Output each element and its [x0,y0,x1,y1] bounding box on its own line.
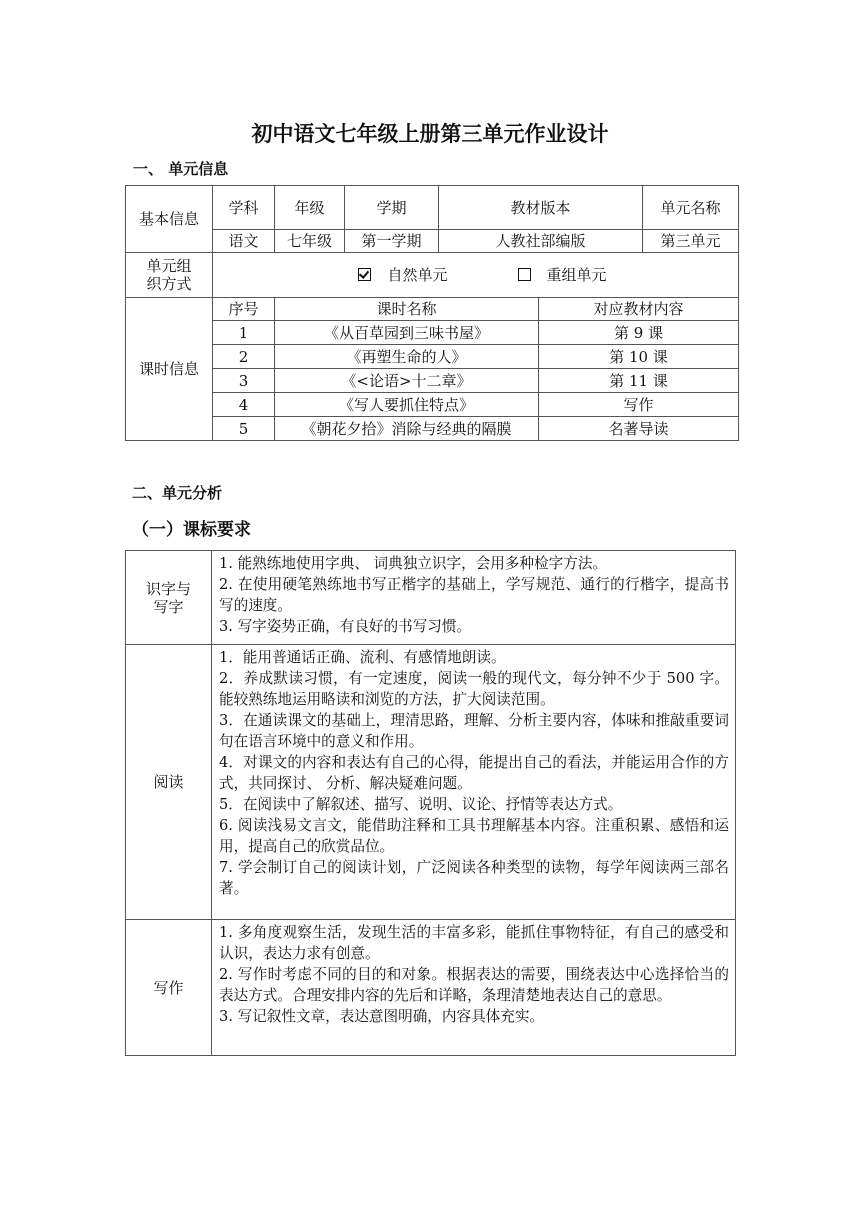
basic-info-label: 基本信息 [126,186,213,253]
lesson-name: 《从百草园到三味书屋》 [275,321,539,345]
lesson-name: 《写人要抓住特点》 [275,393,539,417]
value-unit-name: 第三单元 [643,230,739,253]
table-row [126,369,739,393]
literacy-content [212,551,736,645]
list-item: 2. 在使用硬笔熟练地书写正楷字的基础上，学写规范、通行的行楷字，提高书写的速度。 [219,576,729,614]
list-item: 1. 多角度观察生活，发现生活的丰富多彩，能抓住事物特征，有自己的感受和认识，表达力求有创意。 [219,924,729,962]
list-item: 2．养成默读习惯，有一定速度，阅读一般的现代文，每分钟不少于 500 字。能较熟练地运用略读和浏览的方法，扩大阅读范围。 [219,670,729,708]
unit-organization-options [213,253,739,298]
lesson-header-name: 课时名称 [275,298,539,321]
curriculum-standards-table [125,550,736,1056]
lesson-name: 《再塑生命的人》 [275,345,539,369]
list-item: 5．在阅读中了解叙述、描写、说明、议论、抒情等表达方式。 [219,796,623,813]
org-label-line-2: 织方式 [146,275,192,293]
writing-content [212,920,736,1056]
literacy-label-line-1: 识字与 [145,579,191,598]
header-unit-name: 单元名称 [643,186,739,230]
empty-box-icon[interactable] [518,268,531,281]
list-item: 7. 学会制订自己的阅读计划，广泛阅读各种类型的读物，每学年阅读两三部名著。 [219,859,729,897]
section-heading-unit-analysis: 二、单元分析 [132,484,223,502]
lesson-no: 1 [213,321,275,345]
lesson-name: 《<论语>十二章》 [275,369,539,393]
checked-box-icon[interactable] [358,268,371,281]
value-term: 第一学期 [345,230,439,253]
list-item: 2. 写作时考虑不同的目的和对象。根据表达的需要，围绕表达中心选择恰当的表达方式。合理安排内容的先后和详略，条理清楚地表达自己的意思。 [219,966,729,1004]
list-item: 1. 能熟练地使用字典、 词典独立识字，会用多种检字方法。 [219,555,608,572]
list-item: 4．对课文的内容和表达有自己的心得，能提出自己的看法，并能运用合作的方式，共同探讨、 分析、解决疑难问题。 [219,754,729,792]
header-subject: 学科 [213,186,275,230]
header-textbook: 教材版本 [439,186,643,230]
table-row [126,393,739,417]
lesson-content: 第 9 课 [539,321,739,345]
reading-label: 阅读 [126,645,212,920]
table-row [126,345,739,369]
lesson-content: 名著导读 [539,417,739,441]
option-regroup-unit: 重组单元 [546,266,607,284]
lesson-no: 3 [213,369,275,393]
writing-label: 写作 [126,920,212,1056]
list-item: 3．在通读课文的基础上，理清思路，理解、分析主要内容，体味和推敲重要词句在语言环境中的意义和作用。 [219,712,729,750]
list-item: 3. 写记叙性文章，表达意图明确，内容具体充实。 [219,1008,545,1025]
org-label-line-1: 单元组 [146,257,192,275]
lesson-content: 写作 [539,393,739,417]
lesson-name: 《朝花夕拾》消除与经典的隔膜 [275,417,539,441]
unit-organization-label [126,253,213,298]
lesson-no: 5 [213,417,275,441]
lesson-header-content: 对应教材内容 [539,298,739,321]
lesson-info-label: 课时信息 [126,298,213,441]
lesson-no: 2 [213,345,275,369]
value-subject: 语文 [213,230,275,253]
header-grade: 年级 [275,186,345,230]
option-natural-unit: 自然单元 [387,266,448,284]
lesson-content: 第 10 课 [539,345,739,369]
unit-info-table [125,185,739,441]
table-row [126,417,739,441]
lesson-content: 第 11 课 [539,369,739,393]
value-grade: 七年级 [275,230,345,253]
list-item: 3. 写字姿势正确，有良好的书写习惯。 [219,618,472,635]
literacy-label-line-2: 写字 [153,597,184,616]
list-item: 6. 阅读浅易文言文，能借助注释和工具书理解基本内容。注重积累、感悟和运用，提高自己的欣赏品位。 [219,817,729,855]
subsection-heading-standards: （一）课标要求 [132,520,251,540]
document-title: 初中语文七年级上册第三单元作业设计 [251,122,609,146]
reading-content [212,645,736,920]
section-heading-unit-info: 一、 单元信息 [133,160,229,178]
literacy-label [126,551,212,645]
list-item: 1．能用普通话正确、流利、有感情地朗读。 [219,649,506,666]
header-term: 学期 [345,186,439,230]
lesson-no: 4 [213,393,275,417]
lesson-header-no: 序号 [213,298,275,321]
table-row [126,321,739,345]
value-textbook: 人教社部编版 [439,230,643,253]
